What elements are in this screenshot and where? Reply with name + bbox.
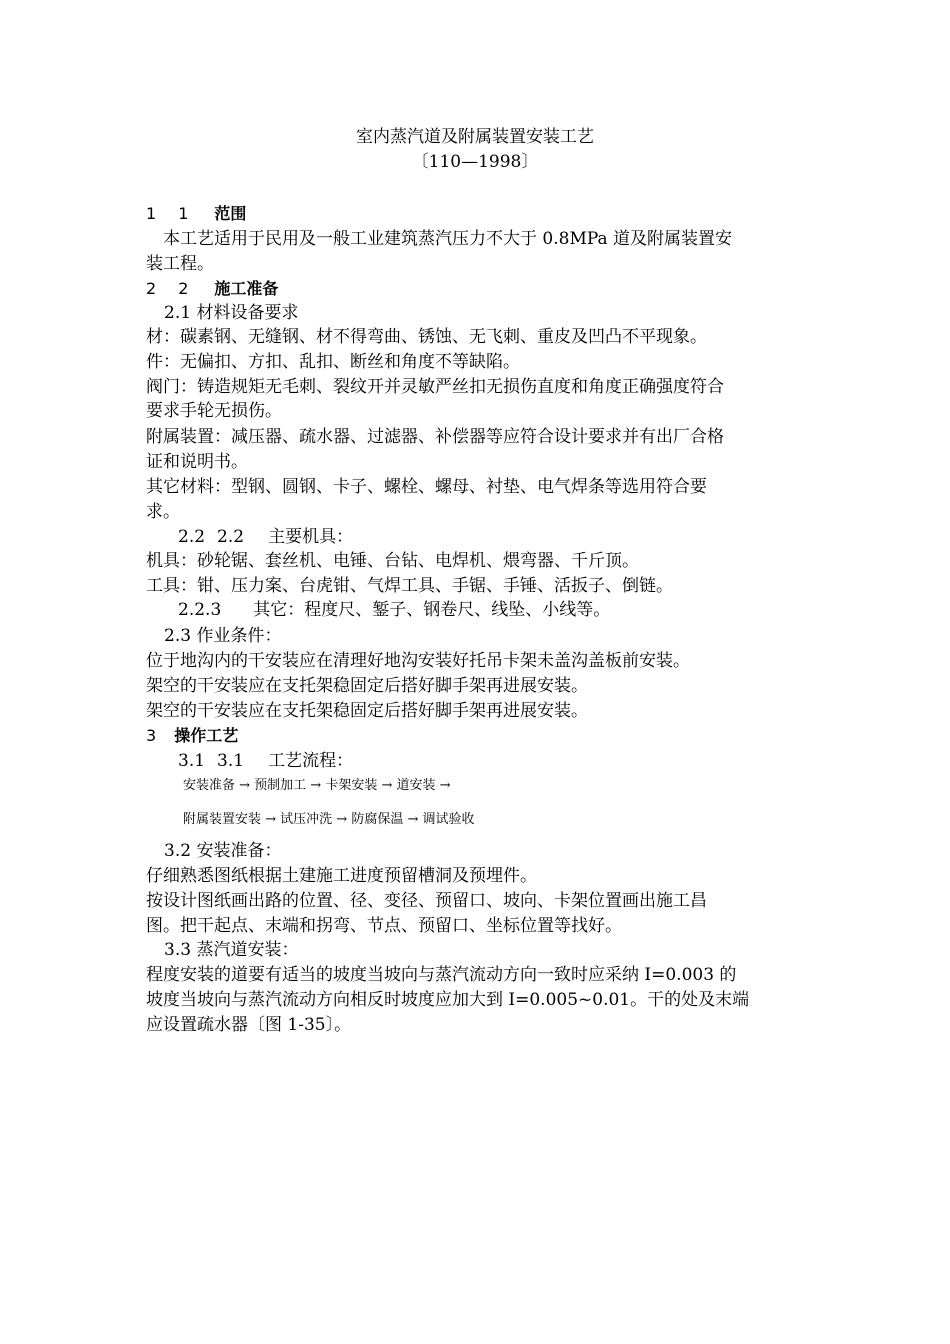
material-line-valves-1: 阀门：铸造规矩无毛刺、裂纹开并灵敏严丝扣无损伤直度和角度正确强度符合 [146, 377, 724, 397]
section-1-heading [146, 202, 246, 226]
section-1-para-line2: 装工程。 [146, 254, 214, 274]
subsection-2-2-3 [178, 598, 610, 622]
doc-title: 室内蒸汽道及附属装置安装工艺 [356, 127, 594, 147]
section-1-num-b: 1 [178, 204, 189, 223]
machinery-line: 机具：砂轮锯、套丝机、电锤、台钻、电焊机、煨弯器、千斤顶。 [146, 551, 639, 571]
section-2-num-b: 2 [178, 279, 189, 298]
doc-code: 〔110—1998〕 [411, 152, 539, 172]
preparation-line-2: 按设计图纸画出路的位置、径、变径、预留口、坡向、卡架位置画出施工昌 [146, 891, 707, 911]
material-line-other-2: 求。 [146, 502, 180, 522]
subsection-2-2-3-num: 2.2.3 [178, 600, 222, 620]
process-flow-line-2: 附属装置安装 → 试压冲洗 → 防腐保温 → 调试验收 [183, 812, 475, 827]
section-3-num: 3 [146, 726, 157, 745]
section-3-heading [146, 724, 238, 748]
preparation-line-3: 图。把干起点、末端和拐弯、节点、预留口、坐标位置等找好。 [146, 916, 622, 936]
section-1-title: 范围 [214, 204, 247, 223]
subsection-3-3-heading: 3.3 蒸汽道安装： [164, 940, 299, 960]
tools-line: 工具：钳、压力案、台虎钳、气焊工具、手锯、手锤、活扳子、倒链。 [146, 576, 673, 596]
material-line-fittings: 件：无偏扣、方扣、乱扣、断丝和角度不等缺陷。 [146, 352, 520, 372]
section-3-title: 操作工艺 [174, 726, 239, 745]
subsection-2-2-3-text: 其它：程度尺、錾子、钢卷尺、线坠、小线等。 [253, 600, 611, 620]
subsection-3-2-heading: 3.2 安装准备： [164, 841, 282, 861]
subsection-3-1-num-a: 3.1 [178, 751, 206, 771]
subsection-3-1-title: 工艺流程： [268, 751, 354, 771]
installation-line-2: 坡度当坡向与蒸汽流动方向相反时坡度应加大到 I=0.005~0.01。干的处及末端 [146, 990, 750, 1010]
subsection-2-2-num-a: 2.2 [178, 527, 206, 547]
section-2-num-a: 2 [146, 279, 157, 298]
subsection-2-2-title: 主要机具： [268, 527, 354, 547]
section-2-title: 施工准备 [214, 279, 279, 298]
material-line-valves-2: 要求手轮无损伤。 [146, 401, 282, 421]
material-line-pipe: 材：碳素钢、无缝钢、材不得弯曲、锈蚀、无飞刺、重皮及凹凸不平现象。 [146, 327, 707, 347]
subsection-2-1-heading: 2.1 材料设备要求 [164, 303, 299, 323]
installation-line-1: 程度安装的道要有适当的坡度当坡向与蒸汽流动方向一致时应采纳 I=0.003 的 [146, 965, 737, 985]
section-2-heading [146, 277, 278, 301]
process-flow-line-1: 安装准备 → 预制加工 → 卡架安装 → 道安装 → [183, 778, 451, 793]
subsection-3-1-heading [178, 749, 353, 773]
installation-line-3: 应设置疏水器〔图 1-35〕。 [146, 1015, 352, 1035]
subsection-2-3-heading: 2.3 作业条件： [164, 626, 282, 646]
material-line-accessories-1: 附属装置：减压器、疏水器、过滤器、补偿器等应符合设计要求并有出厂合格 [146, 427, 724, 447]
subsection-3-1-num-b: 3.1 [217, 751, 245, 771]
preparation-line-1: 仔细熟悉图纸根据土建施工进度预留槽洞及预埋件。 [146, 866, 537, 886]
subsection-2-2-heading [178, 525, 353, 549]
section-1-para-line1: 本工艺适用于民用及一般工业建筑蒸汽压力不大于 0.8MPa 道及附属装置安 [163, 229, 733, 249]
condition-line-1: 位于地沟内的干安装应在清理好地沟安装好托吊卡架未盖沟盖板前安装。 [146, 651, 690, 671]
section-1-num-a: 1 [146, 204, 157, 223]
material-line-other-1: 其它材料：型钢、圆钢、卡子、螺栓、螺母、衬垫、电气焊条等选用符合要 [146, 477, 707, 497]
condition-line-2: 架空的干安装应在支托架稳固定后搭好脚手架再进展安装。 [146, 676, 588, 696]
subsection-2-2-num-b: 2.2 [217, 527, 245, 547]
material-line-accessories-2: 证和说明书。 [146, 452, 248, 472]
condition-line-3: 架空的干安装应在支托架稳固定后搭好脚手架再进展安装。 [146, 701, 588, 721]
